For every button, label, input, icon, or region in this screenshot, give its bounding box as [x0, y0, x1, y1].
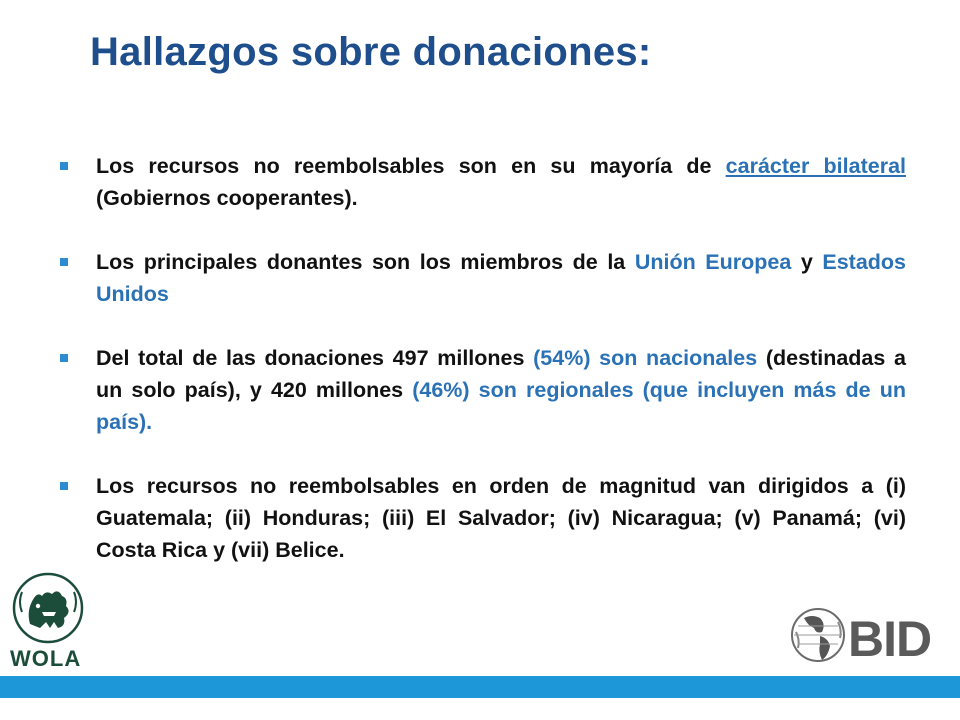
bilateral-link[interactable]: carácter bilateral — [725, 154, 907, 178]
slide-title: Hallazgos sobre donaciones: — [90, 30, 652, 74]
bullet-text-segment: Los recursos no reembolsables son en su mayoría de — [96, 154, 726, 178]
highlight-nacionales: (54%) son nacionales — [533, 346, 758, 370]
square-bullet-icon — [60, 354, 68, 362]
highlight-estados-unidos: Estados Unidos — [96, 250, 907, 306]
bullet-text-segment: y — [791, 250, 823, 274]
bid-logo-text: BID — [848, 611, 932, 666]
square-bullet-icon — [60, 482, 68, 490]
bullet-text-segment: (Gobiernos cooperantes). — [96, 186, 358, 210]
bullet-item — [56, 150, 906, 214]
bullet-text — [96, 346, 906, 434]
bullet-list — [56, 150, 906, 598]
wola-logo-text: WOLA — [10, 646, 82, 671]
highlight-union-europea: Unión Europea — [634, 250, 792, 274]
bullet-text — [96, 154, 906, 210]
bullet-text-segment: Los principales donantes son los miembros de la — [96, 250, 635, 274]
bullet-text: Los recursos no reembolsables en orden de magnitud van dirigidos a (i) Guatemala; (ii) Honduras; (iii) El Salvador; (iv) Nicaragua; (v) Panamá; (vi) Costa Rica y (vii) Belice. — [96, 474, 906, 562]
bid-logo — [790, 604, 940, 666]
bullet-item — [56, 342, 906, 438]
highlight-regionales: (46%) son regionales (que incluyen más de un país). — [96, 378, 906, 434]
square-bullet-icon — [60, 258, 68, 266]
bullet-item — [56, 470, 906, 566]
bullet-text — [96, 250, 906, 306]
bullet-text-segment: (destinadas a un solo país), y 420 millones — [96, 346, 906, 402]
square-bullet-icon — [60, 162, 68, 170]
footer-bar — [0, 676, 960, 698]
bullet-text-segment: Del total de las donaciones 497 millones — [96, 346, 534, 370]
bullet-item — [56, 246, 906, 310]
